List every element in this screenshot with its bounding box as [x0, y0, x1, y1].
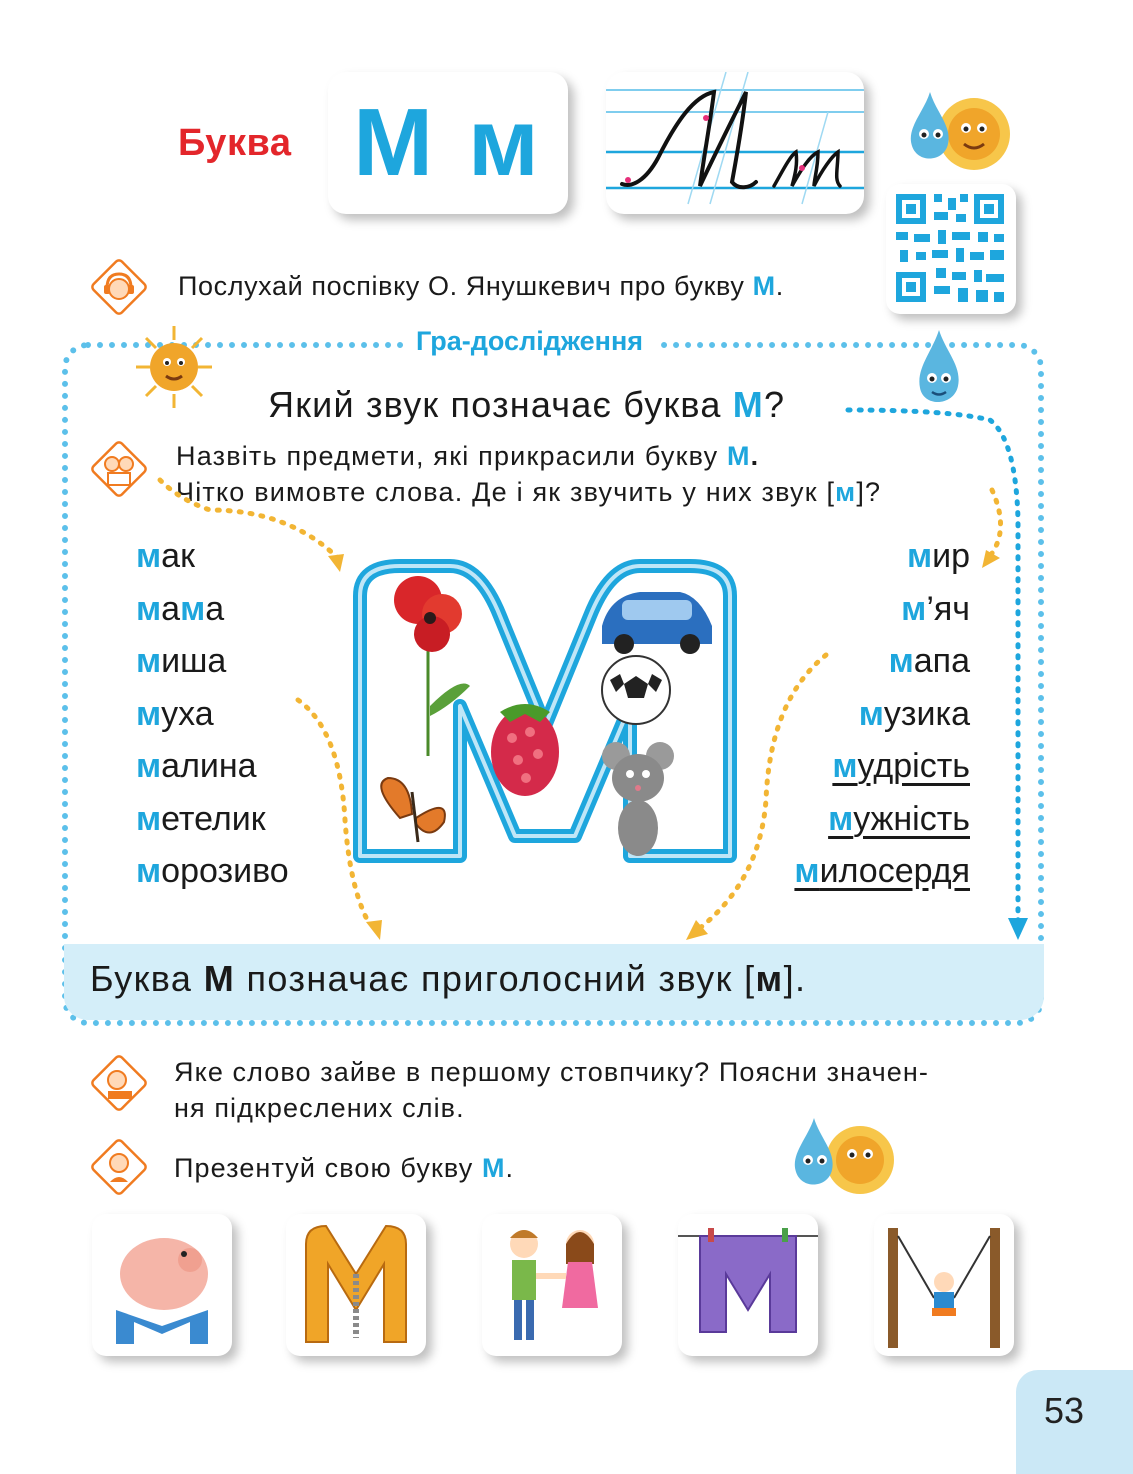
- word-rest: узика: [883, 694, 970, 733]
- word-rest: иша: [161, 642, 227, 680]
- pig-letter-m-icon: [92, 1214, 232, 1356]
- sun-mascot: [134, 322, 214, 412]
- task-present-letter: М: [481, 1153, 506, 1183]
- task-present-label: Презентуй свою букву: [174, 1153, 482, 1183]
- word-first-letter: м: [136, 642, 162, 680]
- question-mark: ?: [763, 384, 786, 425]
- word-rest: ’яч: [926, 589, 970, 628]
- game-label: Гра-дослідження: [404, 326, 655, 357]
- presenting-kid-icon: [90, 1138, 148, 1196]
- instruction-2-tail: ]?: [856, 477, 882, 507]
- word-rest: уха: [161, 694, 214, 733]
- list-item: мама: [136, 589, 225, 628]
- task-present-tail: .: [505, 1153, 515, 1183]
- task-extra-line-2: ня підкреслених слів.: [174, 1093, 465, 1123]
- pants-on-line-icon: [678, 1214, 818, 1356]
- word-rest: апа: [913, 642, 970, 680]
- picture-card-pig: [92, 1214, 232, 1356]
- word-first-letter: м: [136, 852, 162, 890]
- word-rest: алина: [161, 747, 257, 785]
- instruction-1-text: Назвіть предмети, які прикрасили букву: [176, 441, 727, 471]
- picture-card-pants: [678, 1214, 818, 1356]
- word-first-letter: м: [136, 694, 162, 733]
- instruction-1-letter: М: [726, 441, 751, 471]
- picture-card-kids: [482, 1214, 622, 1356]
- word-rest: етелик: [161, 799, 266, 838]
- zipper-letter-m-icon: [286, 1214, 426, 1356]
- task-listen-text: [178, 268, 784, 304]
- task-extra-line-1: Яке слово зайве в першому стовпчику? Поясни значен-: [174, 1057, 930, 1087]
- task-listen-label: Послухай поспівку О. Янушкевич про букву: [178, 271, 753, 301]
- word-rest: ак: [161, 537, 195, 575]
- word-mid-letter: м: [180, 589, 206, 628]
- task-listen-tail: .: [775, 271, 784, 301]
- cursive-letter-card: [606, 72, 864, 214]
- word-first-letter: м: [832, 747, 858, 785]
- rule-mid: позначає приголосний звук [: [235, 958, 756, 999]
- letter-card: [328, 72, 568, 214]
- question-letter: М: [732, 384, 764, 425]
- instruction-1-dot: .: [750, 441, 760, 471]
- present-task-icon-wrap: [90, 1138, 148, 1201]
- water-drop-and-sun-mascots: [896, 82, 1016, 182]
- thinking-task-icon-wrap: [90, 1054, 148, 1117]
- picture-card-zipper: [286, 1214, 426, 1356]
- printed-letter-pair: М м: [353, 89, 543, 196]
- headphones-icon: [90, 258, 148, 316]
- qr-code-icon: [886, 184, 1016, 314]
- water-drop-mascot-icon: [911, 92, 949, 159]
- lesson-title: Буква: [178, 122, 292, 164]
- rule-letter: М: [203, 958, 236, 999]
- word-first-letter: м: [828, 799, 854, 838]
- word-first-letter: м: [888, 642, 914, 680]
- word-rest: а: [205, 589, 225, 628]
- qr-code[interactable]: [886, 184, 1016, 314]
- word-first-letter: м: [136, 799, 162, 838]
- underlined-word-rest: илосердя: [819, 852, 970, 890]
- task-present-text: [174, 1150, 514, 1186]
- question-text: Який звук позначає буква: [268, 384, 733, 425]
- thinking-kid-icon: [90, 1054, 148, 1112]
- instruction-2-text: Чітко вимовте слова. Де і як звучить у них звук [: [176, 477, 836, 507]
- underlined-word-rest: ужність: [853, 799, 970, 838]
- rule-statement: [90, 958, 806, 1000]
- word-first-letter: м: [136, 537, 162, 575]
- dotted-arrows: [130, 400, 1030, 950]
- word-first-letter: м: [858, 694, 884, 733]
- sun-mascot-icon: [938, 98, 1010, 170]
- page-number: 53: [1044, 1390, 1085, 1431]
- rule-post: ].: [783, 958, 807, 999]
- water-drop-and-sun-mascots-lower: [780, 1108, 900, 1204]
- two-kids-holding-hands-icon: [482, 1214, 622, 1356]
- word-rest: ир: [932, 537, 970, 575]
- instruction-2-letter: м: [835, 477, 857, 507]
- word-rest: орозиво: [161, 852, 289, 890]
- task-listen-letter: М: [752, 271, 776, 301]
- boy-on-swing-icon: [874, 1214, 1014, 1356]
- rule-sound: м: [755, 958, 784, 999]
- word-first-letter: м: [136, 747, 162, 785]
- picture-card-swing: [874, 1214, 1014, 1356]
- word-first-letter: м: [906, 537, 933, 575]
- word-first-letter: м: [794, 852, 820, 890]
- headphones-task-icon-wrap: [90, 258, 148, 321]
- rule-pre: Буква: [90, 958, 204, 999]
- word-first-letter: м: [901, 589, 927, 628]
- cursive-letter-illustration: [606, 72, 864, 214]
- underlined-word-rest: удрість: [857, 747, 970, 785]
